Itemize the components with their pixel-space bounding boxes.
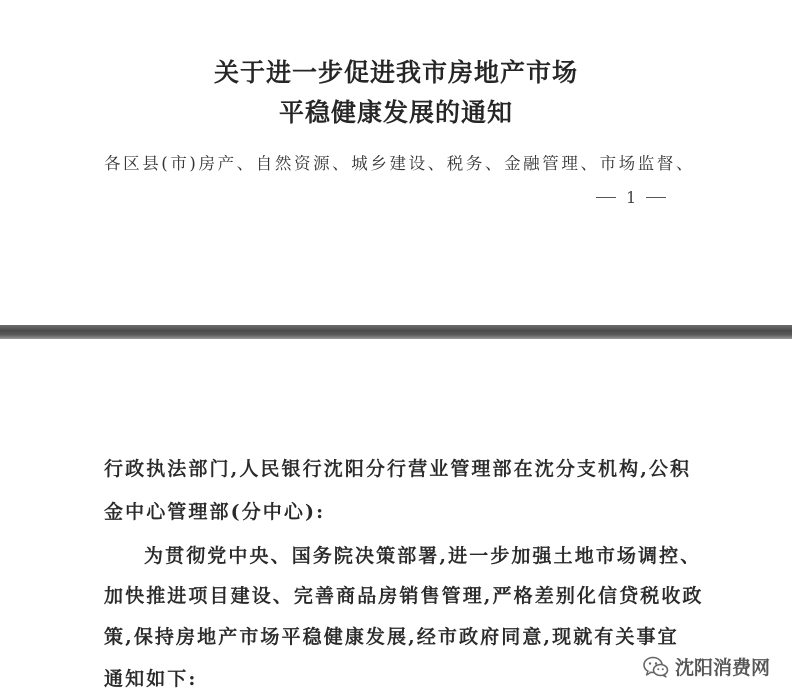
body-line-5: 策,保持房地产市场平稳健康发展,经市政府同意,现就有关事宜 bbox=[104, 626, 679, 648]
page-number bbox=[596, 188, 666, 207]
wechat-icon bbox=[643, 656, 669, 678]
page-number-dash-left bbox=[596, 197, 616, 198]
document-title-line-1: 关于进一步促进我市房地产市场 bbox=[213, 58, 578, 87]
body-line-6: 通知如下: bbox=[104, 668, 198, 690]
document-page-1 bbox=[0, 0, 792, 325]
body-line-2: 金中心管理部(分中心): bbox=[104, 501, 326, 523]
watermark bbox=[643, 653, 770, 680]
watermark-text: 沈阳消费网 bbox=[674, 658, 770, 679]
page-separator bbox=[0, 325, 792, 339]
addressee-line: 各区县(市)房产、自然资源、城乡建设、税务、金融管理、市场监督、 bbox=[104, 154, 696, 173]
document-title-line-2: 平稳健康发展的通知 bbox=[278, 98, 513, 127]
page-number-value: 1 bbox=[626, 188, 637, 207]
page-number-dash-right bbox=[646, 197, 666, 198]
body-line-3: 为贯彻党中央、国务院决策部署,进一步加强土地市场调控、 bbox=[144, 545, 702, 567]
body-line-1: 行政执法部门,人民银行沈阳分行营业管理部在沈分支机构,公积 bbox=[104, 458, 692, 480]
body-line-4: 加快推进项目建设、完善商品房销售管理,严格差别化信贷税收政 bbox=[104, 585, 704, 607]
